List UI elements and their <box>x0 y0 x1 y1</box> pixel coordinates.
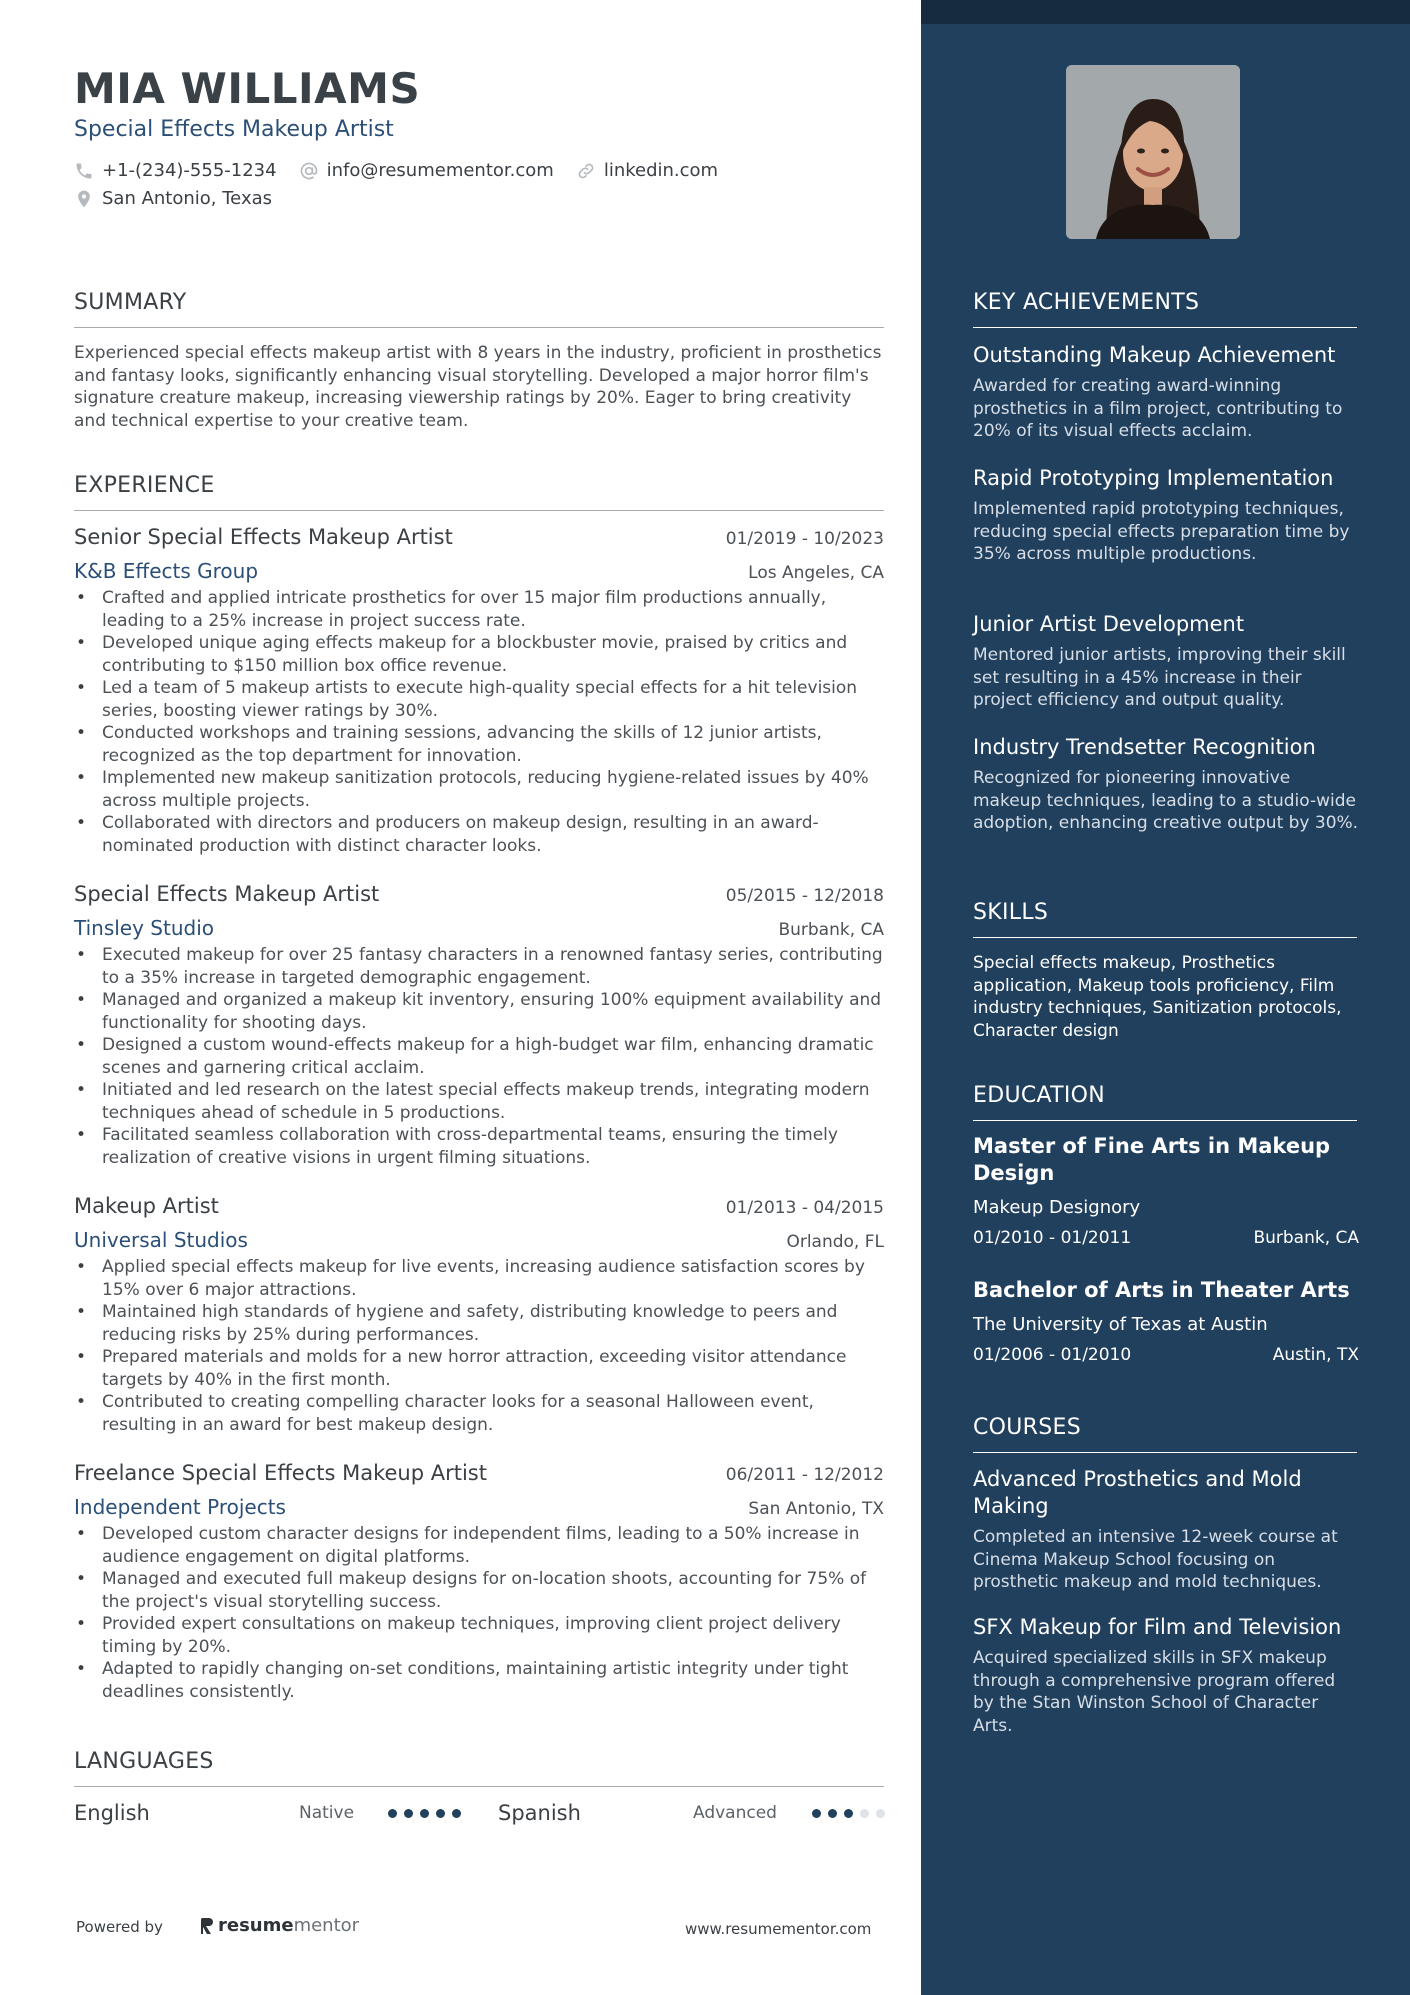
powered-by-label: Powered by <box>76 1918 163 1936</box>
bullet-item: • Initiated and led research on the latest special effects makeup trends, integrating modern techniques ahead of schedule in 5 productions. <box>74 1079 884 1124</box>
rating-dot-filled <box>404 1809 413 1818</box>
job-dates: 01/2019 - 10/2023 <box>725 529 884 549</box>
education-dates: 01/2010 - 01/2011 <box>973 1228 1132 1248</box>
job-bullets <box>74 944 884 1169</box>
profile-photo <box>1066 65 1240 239</box>
education-school: Makeup Designory <box>973 1197 1141 1218</box>
bullet-item: • Facilitated seamless collaboration with cross-departmental teams, ensuring the timely realization of creative visions in urgent filming situations. <box>74 1124 884 1169</box>
job-bullets <box>74 1256 884 1436</box>
at-icon <box>299 161 319 181</box>
education-school: The University of Texas at Austin <box>973 1314 1268 1335</box>
language-level: Advanced <box>693 1803 777 1823</box>
candidate-title: Special Effects Makeup Artist <box>74 117 394 142</box>
bullet-item: • Applied special effects makeup for live events, increasing audience satisfaction scores by 15% over 6 major attractions. <box>74 1256 884 1301</box>
rating-dot-filled <box>844 1809 853 1818</box>
rating-dot-filled <box>828 1809 837 1818</box>
phone-icon <box>74 161 94 181</box>
bullet-item: • Collaborated with directors and producers on makeup design, resulting in an award-nominated production with distinct character looks. <box>74 812 884 857</box>
skills-block <box>973 946 1359 1042</box>
experience-item <box>74 882 884 1169</box>
location-pin-icon <box>74 189 94 209</box>
contact-location <box>74 188 272 209</box>
achievement-title: Outstanding Makeup Achievement <box>973 343 1336 367</box>
achievement-item <box>973 465 1359 566</box>
rating-dot-filled <box>436 1809 445 1818</box>
summary-text: Experienced special effects makeup artist with 8 years in the industry, proficient in prosthetics and fantasy looks, significantly enhancing visual storytelling. Developed a major horror film's signature creature makeup, increasing viewership ratings by 20%. Eager to bring creativity and technical expertise to your creative team. <box>74 343 882 431</box>
job-title: Senior Special Effects Makeup Artist <box>74 525 453 549</box>
job-title: Makeup Artist <box>74 1194 219 1218</box>
language-rating-dots <box>812 1809 892 1818</box>
bullet-item: • Adapted to rapidly changing on-set conditions, maintaining artistic integrity under tight deadlines consistently. <box>74 1658 884 1703</box>
bullet-item: • Conducted workshops and training sessions, advancing the skills of 12 junior artists, recognized as the top department for innovation. <box>74 722 884 767</box>
achievement-title: Rapid Prototyping Implementation <box>973 466 1334 490</box>
job-title: Freelance Special Effects Makeup Artist <box>74 1461 487 1485</box>
contact-email <box>299 160 554 181</box>
contact-linkedin <box>576 160 718 181</box>
courses-heading: COURSES <box>973 1415 1357 1453</box>
linkedin-text[interactable]: linkedin.com <box>603 160 719 181</box>
language-name: English <box>74 1801 150 1825</box>
resume-logo-icon <box>200 1917 214 1935</box>
education-item <box>973 1277 1359 1365</box>
rating-dot-filled <box>452 1809 461 1818</box>
job-dates: 01/2013 - 04/2015 <box>725 1198 884 1218</box>
rating-dot-filled <box>420 1809 429 1818</box>
achievement-item <box>973 611 1359 712</box>
experience-heading: EXPERIENCE <box>74 473 884 511</box>
job-company: Independent Projects <box>74 1495 286 1519</box>
achievement-text: Mentored junior artists, improving their skill set resulting in a 45% increase in their project efficiency and output quality. <box>973 645 1346 710</box>
bullet-item: • Crafted and applied intricate prosthetics for over 15 major film productions annually, leading to a 25% increase in project success rate. <box>74 587 884 632</box>
achievement-title: Junior Artist Development <box>973 612 1245 636</box>
link-icon <box>576 161 596 181</box>
job-bullets <box>74 587 884 857</box>
bullet-item: • Led a team of 5 makeup artists to execute high-quality special effects for a hit television series, boosting viewer ratings by 30%. <box>74 677 884 722</box>
phone-text[interactable]: +1-(234)-555-1234 <box>102 160 277 181</box>
course-text: Acquired specialized skills in SFX makeup through a comprehensive program offered by the Stan Winston School of Character Arts. <box>973 1648 1336 1736</box>
language-item <box>498 1798 888 1828</box>
experience-item <box>74 1194 884 1436</box>
languages-list <box>74 1798 884 1828</box>
job-title: Special Effects Makeup Artist <box>74 882 380 906</box>
languages-heading: LANGUAGES <box>74 1749 884 1787</box>
bullet-item: • Implemented new makeup sanitization protocols, reducing hygiene-related issues by 40% across multiple projects. <box>74 767 884 812</box>
bullet-item: • Managed and organized a makeup kit inventory, ensuring 100% equipment availability and functionality for shooting days. <box>74 989 884 1034</box>
contact-phone <box>74 160 277 181</box>
sidebar-top-bar <box>921 0 1410 24</box>
education-location: Austin, TX <box>1272 1345 1359 1365</box>
brand-logo[interactable] <box>200 1915 359 1936</box>
bullet-item: • Developed custom character designs for independent films, leading to a 50% increase in audience engagement on digital platforms. <box>74 1523 884 1568</box>
bullet-item: • Designed a custom wound-effects makeup for a high-budget war film, enhancing dramatic scenes and garnering critical acclaim. <box>74 1034 884 1079</box>
achievement-text: Awarded for creating award-winning prosthetics in a film project, contributing to 20% of its visual effects acclaim. <box>973 376 1343 441</box>
email-text[interactable]: info@resumementor.com <box>326 160 554 181</box>
bullet-item: • Contributed to creating compelling character looks for a seasonal Halloween event, resulting in an award for best makeup design. <box>74 1391 884 1436</box>
achievement-text: Implemented rapid prototyping techniques, reducing special effects preparation time by 35% across multiple productions. <box>973 499 1350 564</box>
brand-part-a: resume <box>218 1915 294 1936</box>
job-location: Los Angeles, CA <box>748 563 884 583</box>
job-company: Tinsley Studio <box>74 916 215 940</box>
brand-part-b: mentor <box>293 1915 360 1936</box>
achievement-item <box>973 342 1359 443</box>
rating-dot-empty <box>876 1809 885 1818</box>
achievement-item <box>973 734 1359 835</box>
achievement-title: Industry Trendsetter Recognition <box>973 735 1316 759</box>
skills-text: Special effects makeup, Prosthetics application, Makeup tools proficiency, Film industry techniques, Sanitization protocols, Character design <box>973 953 1342 1041</box>
education-item <box>973 1133 1359 1248</box>
education-heading: EDUCATION <box>973 1083 1357 1121</box>
job-company: K&B Effects Group <box>74 559 259 583</box>
rating-dot-filled <box>812 1809 821 1818</box>
course-text: Completed an intensive 12-week course at Cinema Makeup School focusing on prosthetic makeup and mold techniques. <box>973 1527 1338 1592</box>
bullet-item: • Executed makeup for over 25 fantasy characters in a renowned fantasy series, contributing to a 35% increase in targeted demographic engagement. <box>74 944 884 989</box>
achievement-text: Recognized for pioneering innovative makeup techniques, leading to a studio-wide adoption, enhancing creative output by 30%. <box>973 768 1359 833</box>
experience-item <box>74 525 884 857</box>
bullet-item: • Prepared materials and molds for a new horror attraction, exceeding visitor attendance targets by 40% in the first month. <box>74 1346 884 1391</box>
achievements-heading: KEY ACHIEVEMENTS <box>973 290 1357 328</box>
location-text: San Antonio, Texas <box>102 188 272 209</box>
contact-row-1 <box>74 160 740 181</box>
job-dates: 05/2015 - 12/2018 <box>725 886 884 906</box>
language-item <box>74 1798 474 1828</box>
course-item <box>973 1466 1359 1594</box>
rating-dot-filled <box>388 1809 397 1818</box>
candidate-name: MIA WILLIAMS <box>74 64 421 113</box>
contact-row-2 <box>74 188 294 209</box>
education-degree: Bachelor of Arts in Theater Arts <box>973 1278 1350 1302</box>
portrait-image <box>1066 65 1240 239</box>
bullet-item: • Maintained high standards of hygiene and safety, distributing knowledge to peers and reducing risks by 25% during performances. <box>74 1301 884 1346</box>
course-item <box>973 1614 1359 1737</box>
job-location: San Antonio, TX <box>748 1499 884 1519</box>
job-location: Burbank, CA <box>778 920 884 940</box>
sidebar <box>921 0 1410 1995</box>
bullet-item: • Developed unique aging effects makeup for a blockbuster movie, praised by critics and contributing to $150 million box office revenue. <box>74 632 884 677</box>
education-location: Burbank, CA <box>1253 1228 1359 1248</box>
rating-dot-empty <box>860 1809 869 1818</box>
job-bullets <box>74 1523 884 1703</box>
job-company: Universal Studios <box>74 1228 248 1252</box>
language-name: Spanish <box>498 1801 581 1825</box>
language-rating-dots <box>388 1809 468 1818</box>
education-degree: Master of Fine Arts in Makeup Design <box>973 1134 1331 1185</box>
course-title: Advanced Prosthetics and Mold Making <box>973 1467 1302 1518</box>
footer-website[interactable]: www.resumementor.com <box>685 1920 872 1938</box>
job-location: Orlando, FL <box>786 1232 884 1252</box>
job-dates: 06/2011 - 12/2012 <box>725 1465 884 1485</box>
course-title: SFX Makeup for Film and Television <box>973 1615 1342 1639</box>
bullet-item: • Managed and executed full makeup designs for on-location shoots, accounting for 75% of the project's visual storytelling success. <box>74 1568 884 1613</box>
skills-heading: SKILLS <box>973 900 1357 938</box>
experience-item <box>74 1461 884 1703</box>
language-level: Native <box>299 1803 355 1823</box>
education-dates: 01/2006 - 01/2010 <box>973 1345 1132 1365</box>
bullet-item: • Provided expert consultations on makeup techniques, improving client project delivery timing by 20%. <box>74 1613 884 1658</box>
summary-heading: SUMMARY <box>74 290 884 328</box>
